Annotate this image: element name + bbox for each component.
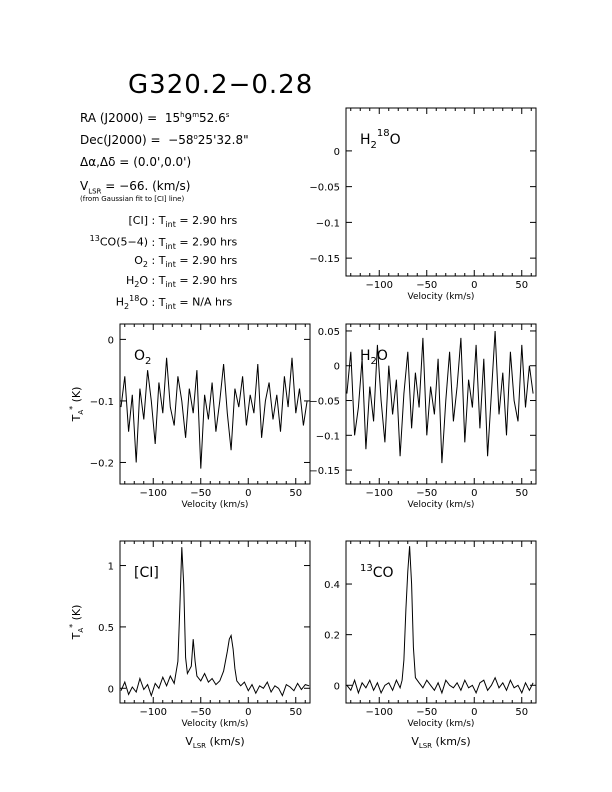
- y-tick-label: −0.1: [315, 218, 340, 230]
- x-tick-label: −50: [416, 280, 438, 291]
- integration-value: 2.90 hrs: [192, 254, 238, 267]
- plot-frame: [346, 108, 536, 276]
- y-tick-label: −0.15: [309, 466, 340, 478]
- y-tick-label: 0: [107, 335, 114, 347]
- x-tick-label: −100: [365, 488, 393, 499]
- x-tick-label: 0: [471, 488, 478, 499]
- x-tick-label: −100: [139, 488, 167, 499]
- integration-tint: : $T_{int}$ =: [148, 295, 193, 311]
- integration-line-label: $H_2^{18}O$: [115, 294, 148, 311]
- vlsr-axis-label: $V_{LSR}$ (km/s): [411, 735, 471, 750]
- y-tick-label: −0.05: [309, 396, 340, 408]
- page-title: G320.2−0.28: [128, 70, 314, 100]
- y-tick-label: 1: [107, 561, 114, 573]
- x-axis-label: Velocity (km/s): [181, 500, 249, 510]
- dec-row: $Dec(J2000) = -58^o25'32.8$": [80, 133, 249, 147]
- x-tick-label: −100: [365, 280, 393, 291]
- y-tick-label: 0.4: [324, 580, 340, 592]
- integration-value: 2.90 hrs: [192, 214, 238, 227]
- y-tick-label: −0.2: [89, 458, 114, 470]
- vlsr-row: $V_{LSR} = -66$. (km/s): [80, 179, 191, 196]
- x-tick-label: −100: [365, 707, 393, 718]
- integration-value: N/A hrs: [192, 295, 233, 309]
- x-axis-label: Velocity (km/s): [407, 500, 475, 510]
- y-tick-label: 0.05: [317, 326, 340, 338]
- panel-label: $H_2^{18}O$: [360, 128, 401, 151]
- x-tick-label: 0: [245, 707, 252, 718]
- x-tick-label: −100: [139, 707, 167, 718]
- x-tick-label: 0: [471, 707, 478, 718]
- y-tick-label: −0.15: [309, 254, 340, 266]
- integration-tint: : $T_{int}$ =: [148, 235, 193, 251]
- y-tick-label: −0.05: [309, 182, 340, 194]
- y-tick-label: 0: [107, 684, 114, 696]
- plot-frame: [120, 324, 310, 484]
- panel-label: $O_2$: [134, 348, 152, 367]
- panel-label: $H_2O$: [360, 348, 388, 367]
- integration-line-label: $^{13}$CO(5−4): [89, 234, 148, 249]
- x-tick-label: 0: [245, 488, 252, 499]
- y-tick-label: 0.5: [98, 622, 114, 634]
- x-tick-label: 50: [289, 488, 303, 499]
- x-tick-label: −50: [416, 707, 438, 718]
- y-tick-label: 0.2: [324, 630, 340, 642]
- ra-row: RA (J2000) = 15$^h$9$^m$52.6$^s$: [80, 111, 230, 125]
- panel-label: [CI]: [134, 565, 159, 581]
- integration-tint: : $T_{int}$ =: [148, 214, 193, 230]
- y-tick-label: −0.1: [89, 396, 114, 408]
- x-tick-label: 50: [515, 280, 529, 291]
- x-tick-label: −50: [190, 488, 212, 499]
- integration-line-label: $O_2$: [134, 254, 148, 270]
- x-axis-label: Velocity (km/s): [181, 719, 249, 729]
- x-tick-label: 50: [515, 488, 529, 499]
- vlsr-axis-label: $V_{LSR}$ (km/s): [185, 735, 245, 750]
- x-tick-label: −50: [190, 707, 212, 718]
- y-tick-label: 0: [333, 681, 340, 693]
- spectrum-line: [347, 331, 533, 463]
- y-axis-label: $T_A^*$ (K): [68, 386, 85, 422]
- integration-line-label: [CI]: [128, 214, 148, 227]
- integration-value: 2.90 hrs: [192, 235, 238, 249]
- panel-label: $^{13}$CO: [360, 563, 394, 581]
- x-tick-label: 0: [471, 280, 478, 291]
- vlsr-note: (from Gaussian fit to [CI] line): [80, 195, 185, 203]
- y-tick-label: 0: [333, 361, 340, 373]
- x-tick-label: 50: [289, 707, 303, 718]
- integration-tint: : $T_{int}$ =: [148, 254, 193, 270]
- y-tick-label: −0.1: [315, 431, 340, 443]
- spectrum-line: [121, 358, 307, 469]
- x-axis-label: Velocity (km/s): [407, 719, 475, 729]
- y-axis-label: $T_A^*$ (K): [68, 604, 85, 640]
- x-axis-label: Velocity (km/s): [407, 292, 475, 302]
- x-tick-label: −50: [416, 488, 438, 499]
- integration-tint: : $T_{int}$ =: [148, 274, 193, 290]
- integration-line-label: $H_2O$: [125, 274, 148, 290]
- y-tick-label: 0: [333, 146, 340, 158]
- offset-row: Δα,Δδ = (0.0',0.0'): [80, 155, 192, 169]
- integration-value: 2.90 hrs: [192, 274, 238, 287]
- x-tick-label: 50: [515, 707, 529, 718]
